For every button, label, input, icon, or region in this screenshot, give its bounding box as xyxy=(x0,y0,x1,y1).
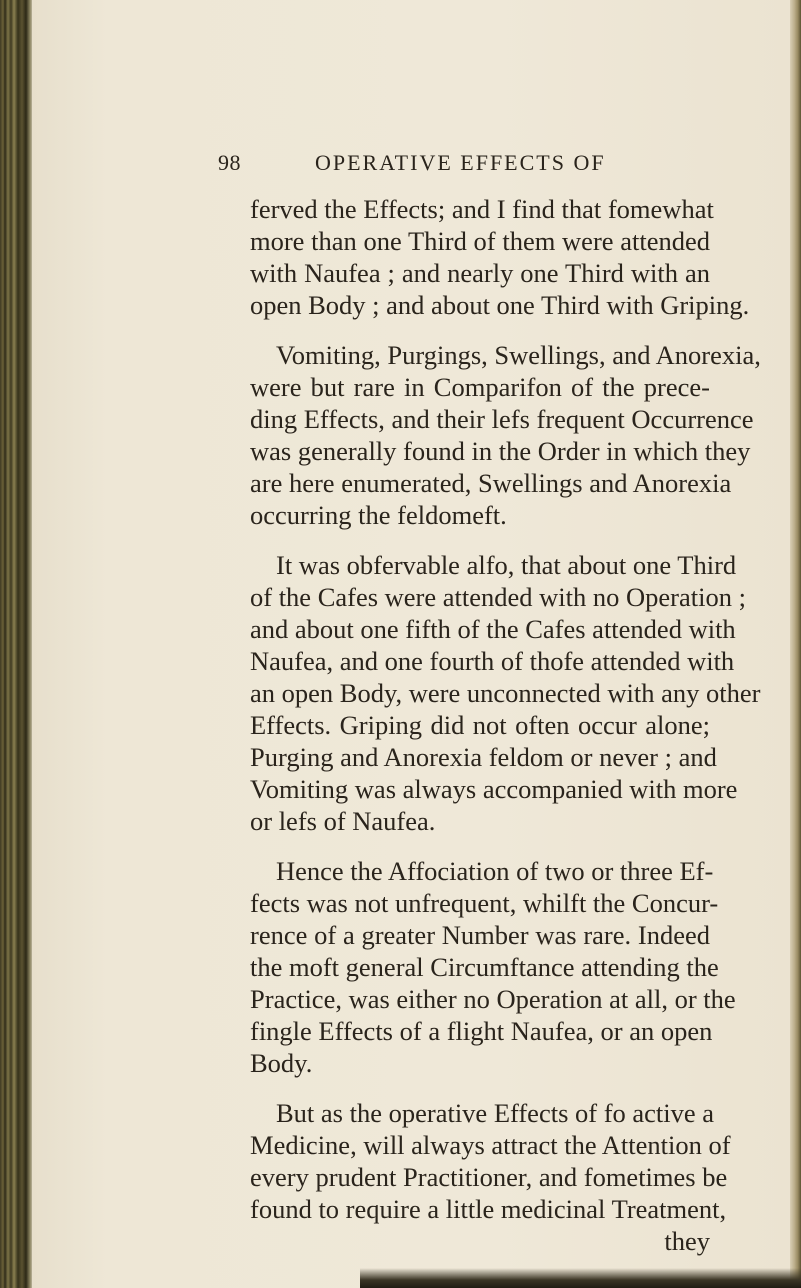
text-line: Practice, was either no Operation at all, or the xyxy=(250,984,736,1014)
text-line: fects was not unfrequent, whilft the Concur- xyxy=(250,888,719,918)
text-line: occurring the feldomeft. xyxy=(250,500,507,530)
text-line: rence of a greater Number was rare. Indeed xyxy=(250,920,710,950)
page-shadow xyxy=(360,1268,801,1288)
text-line: was generally found in the Order in which they xyxy=(250,436,751,466)
text-line: and about one fifth of the Cafes attended with xyxy=(250,614,736,644)
text-line: found to require a little medicinal Treatment, xyxy=(250,1194,727,1224)
text-line: or lefs of Naufea. xyxy=(250,806,436,836)
text-line: were but rare in Comparifon of the prece- xyxy=(250,372,710,402)
text-line: fingle Effects of a flight Naufea, or an open xyxy=(250,1016,713,1046)
page-edge xyxy=(790,0,801,1288)
text-line: an open Body, were unconnected with any other xyxy=(250,678,761,708)
text-line: Hence the Affociation of two or three Ef- xyxy=(276,856,714,886)
text-line: Body. xyxy=(250,1048,313,1078)
text-line: every prudent Practitioner, and fometimes be xyxy=(250,1162,728,1192)
text-line: with Naufea ; and nearly one Third with an xyxy=(250,258,710,288)
text-line: more than one Third of them were attended xyxy=(250,226,710,256)
text-line: the moft general Circumftance attending the xyxy=(250,952,719,982)
text-line: ferved the Effects; and I find that fomewhat xyxy=(250,194,714,224)
catchword: they xyxy=(664,1226,710,1256)
text-line: It was obfervable alfo, that about one Third xyxy=(276,550,737,580)
text-line: are here enumerated, Swellings and Anorexia xyxy=(250,468,732,498)
text-line: open Body ; and about one Third with Griping. xyxy=(250,290,750,320)
page-header xyxy=(218,150,618,180)
text-line: of the Cafes were attended with no Operation ; xyxy=(250,582,746,612)
text-line: Effects. Griping did not often occur alone; xyxy=(250,710,710,740)
text-line: ding Effects, and their lefs frequent Occurrence xyxy=(250,404,754,434)
running-head: OPERATIVE EFFECTS OF xyxy=(315,150,606,175)
text-line: Vomiting was always accompanied with more xyxy=(250,774,738,804)
binding-gutter xyxy=(0,0,32,1288)
text-line: Naufea, and one fourth of thofe attended with xyxy=(250,646,735,676)
text-line: Vomiting, Purgings, Swellings, and Anorexia, xyxy=(276,340,761,370)
page-number: 98 xyxy=(218,150,241,175)
text-line: Medicine, will always attract the Attention of xyxy=(250,1130,731,1160)
text-line: Purging and Anorexia feldom or never ; and xyxy=(250,742,717,772)
text-line: But as the operative Effects of fo active a xyxy=(276,1098,715,1128)
